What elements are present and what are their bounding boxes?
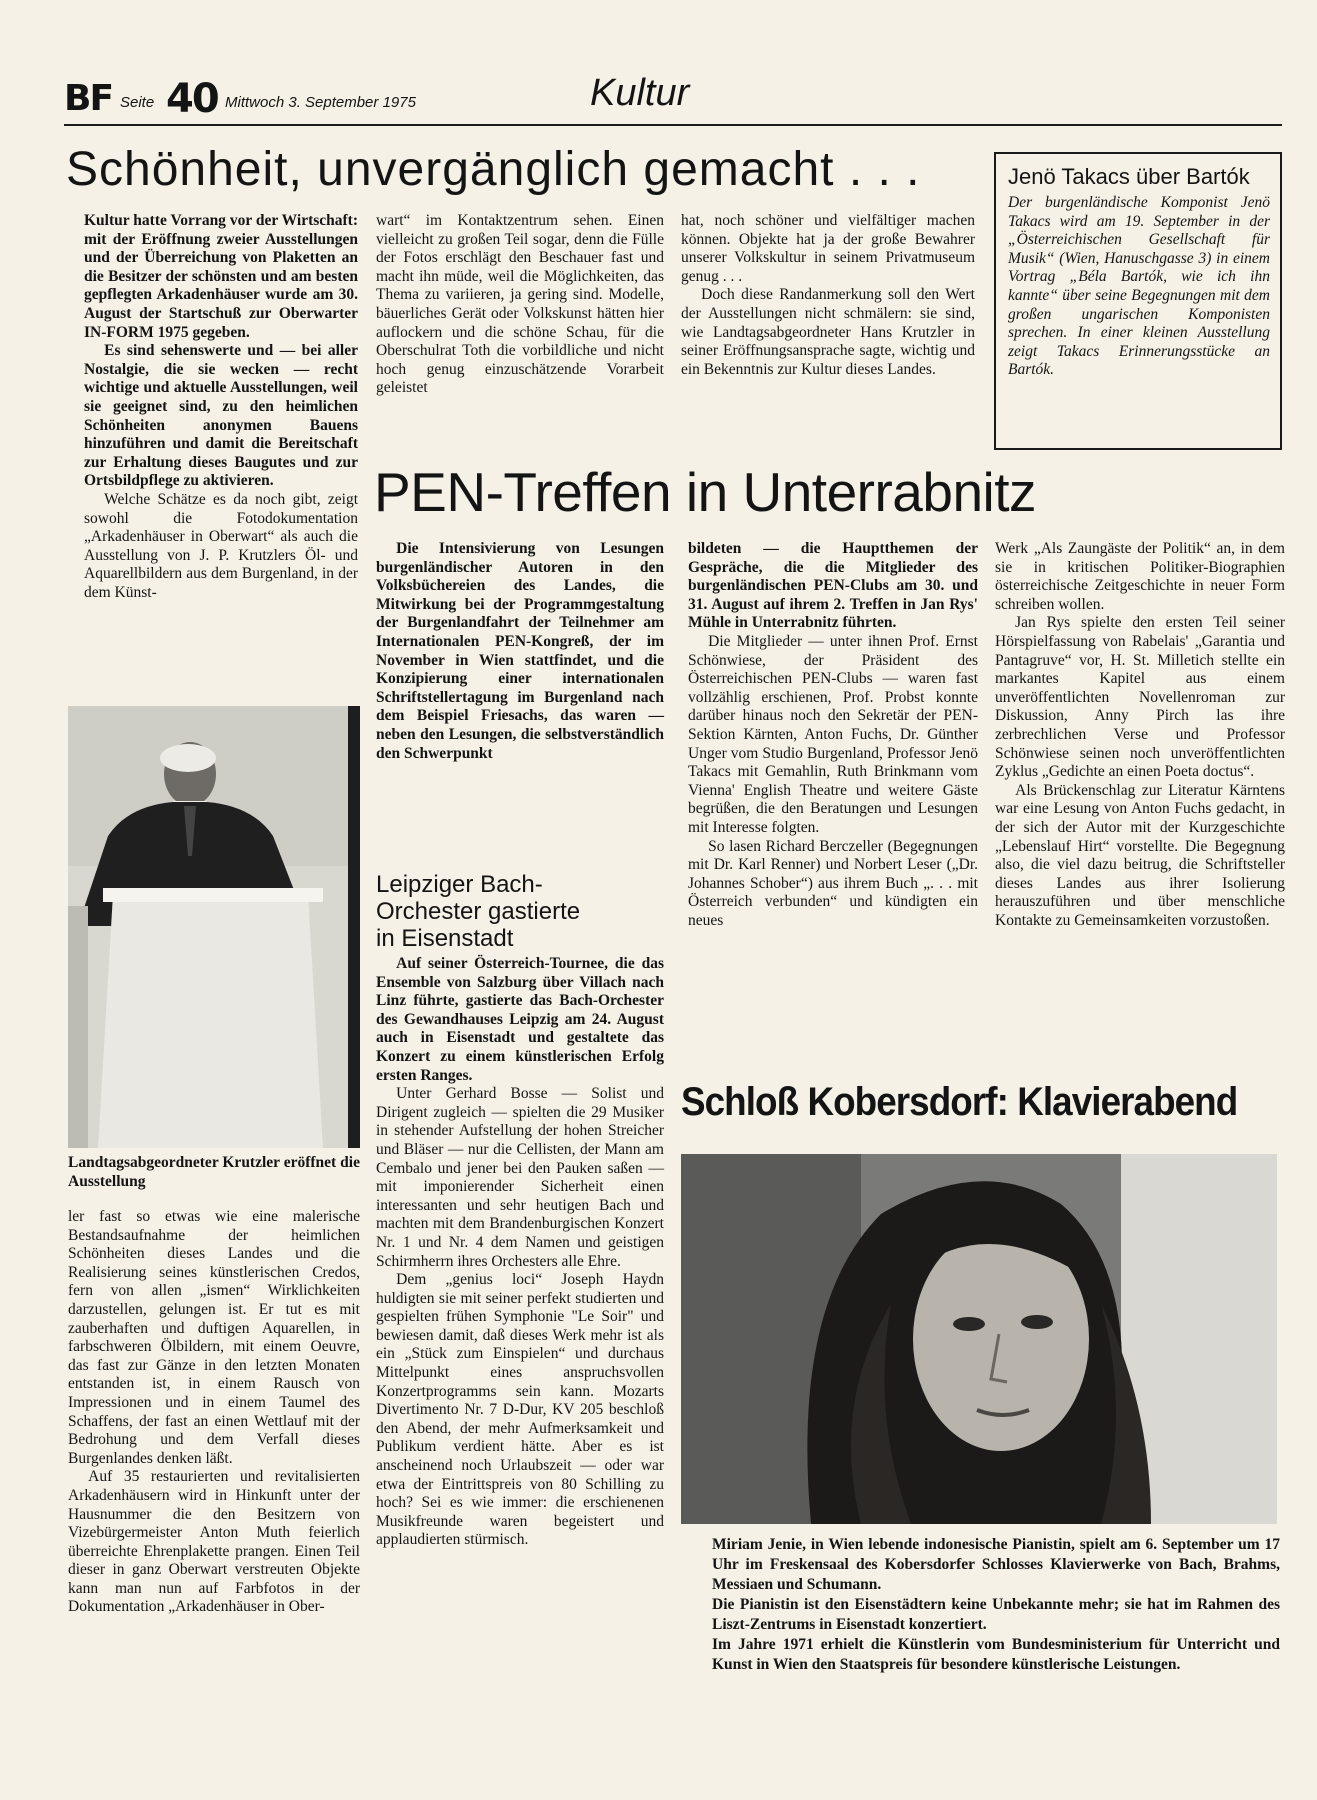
pen-col-c-para2: Jan Rys spielte den ersten Teil seiner Hörspielfassung von Rabelais' „Garantia und Pantagruve“ vor, H. St. Milletich stellte ein markantes Kapitel aus einem unveröffentlichten Novellenroman zur Diskussion, Anny Pirch las ihre zerbrechlichen Verse und Professor Schönwiese seinen noch unveröffentlichten Zyklus „Gedichte an einen Poeta doctus“.: [995, 614, 1285, 781]
takacs-box: [994, 152, 1282, 450]
bach-lead: Auf seiner Österreich-Tournee, die das Ensemble von Salzburg über Villach nach Linz führte, gastierte das Bach-Orchester des Gewandhauses Leipzig am 24. August auch in Eisenstadt und gestaltete das Konzert zu einem künstlerischen Erfolg ersten Ranges.: [376, 955, 664, 1084]
article1-col3-para2: Doch diese Randanmerkung soll den Wert der Ausstellungen nicht schmälern: sie sind, wie Landtagsabgeordneter Hans Krutzler in seiner Eröffnungsansprache sagte, wichtig und ein Bekenntnis zur Kultur dieses Landes.: [681, 286, 975, 378]
kobersdorf-caption-p2: Die Pianistin ist den Eisenstädtern keine Unbekannte mehr; sie hat im Rahmen des Liszt-Zentrums in Eisenstadt konzertiert.: [712, 1596, 1280, 1633]
article1-col3-para1: hat, noch schöner und vielfältiger machen können. Objekte hat ja der große Bewahrer unserer Volkskultur in seinem Privatmuseum genug . . .: [681, 212, 975, 285]
masthead-rule: [64, 124, 1282, 126]
pen-lead-a: Die Intensivierung von Lesungen burgenländischer Autoren in den Volksbüchereien des Landes, die Mitwirkung bei der Programmgestaltung der Burgenlandfahrt der Teilnehmer am Internationalen PEN-Kongreß, der im November in Wien stattfindet, und die Konzipierung einer internationalen Schriftstellertagung im Burgenland nach dem Beispiel Friesachs, das waren — neben den Lesungen, die selbstverständlich den Schwerpunkt: [376, 540, 664, 762]
photo-miriam-jenie-image: [681, 1154, 1277, 1524]
headline-bach-line-2: Orchester gastierte: [376, 898, 581, 925]
article1-lead: Kultur hatte Vorrang vor der Wirtschaft: mit der Eröffnung zweier Ausstellungen und der Überreichung von Plaketten an die Besitzer der schönsten und am besten gepflegten Arkadenhäuser wurde am 30. August der Startschuß zur Oberwarter IN-FORM 1975 gegeben.: [84, 212, 358, 341]
newspaper-logo: BF: [64, 78, 113, 119]
article1-column-3: [681, 212, 975, 379]
photo-krutzler-speech: [68, 706, 360, 1148]
pen-column-a: [376, 540, 664, 763]
headline-bach-line-3: in Eisenstadt: [376, 925, 514, 952]
article1-col2-text: wart“ im Kontaktzentrum sehen. Einen vielleicht zu großen Teil sogar, denn die Fülle der Fotos erschlägt den Beschauer fast und macht ihn müde, weil die Möglichkeiten, das Thema zu variieren, ja gering sind. Modelle, bäuerliches Gerät oder Volkskunst hätten hier auflockern und die schöne Schau, für die Oberschulrat Toth die vorbildliche und nicht hoch genug einzuschätzende Vorarbeit geleistet: [376, 212, 664, 397]
headline-bach-orchester: [376, 871, 626, 952]
pen-para3: So lasen Richard Berczeller (Begegnungen mit Dr. Karl Renner) und Norbert Leser („Dr. Johannes Schober“) aus ihrem Buch „. . . mit Österreich verbunden“ und kündigten ein neues: [688, 837, 978, 929]
headline-pen-treffen: PEN-Treffen in Unterrabnitz: [374, 461, 1037, 523]
issue-date: Mittwoch 3. September 1975: [225, 94, 416, 111]
headline-bach-line-1: Leipziger Bach-: [376, 871, 543, 898]
pen-col-c-para1: Werk „Als Zaungäste der Politik“ an, in dem sie in kritischen Politiker-Biographien österreichische Zeitgeschichte in neuer Form schreiben wollen.: [995, 540, 1285, 613]
pen-column-b: [688, 540, 978, 930]
page-label: Seite: [120, 94, 155, 111]
photo-miriam-jenie: [681, 1154, 1277, 1524]
kobersdorf-caption-p3: Im Jahre 1971 erhielt die Künstlerin vom Bundesministerium für Unterricht und Kunst in Wien den Staatspreis für besondere künstlerische Leistungen.: [712, 1636, 1280, 1673]
article1-column-1-continued: [68, 1208, 360, 1617]
article1-column-2: [376, 212, 664, 398]
article1-cont-para2: Auf 35 restaurierten und revitalisierten Arkadenhäusern wird in Hinkunft unter der Hausnummer die den Besitzern von Vizebürgermeister Anton Muth feierlich überreichte Ehrenplakette prangen. Einen Teil dieser in ganz Oberwart verstreuten Objekte kann man nun auf Farbfotos in der Dokumentation „Arkadenhäuser in Ober-: [68, 1468, 360, 1616]
headline-schloss-kobersdorf: Schloß Kobersdorf: Klavierabend: [681, 1080, 1238, 1124]
kobersdorf-caption-p1: Miriam Jenie, in Wien lebende indonesische Pianistin, spielt am 6. September um 17 Uhr im Freskensaal des Kobersdorfer Schlosses Klavierwerke von Bach, Brahms, Messiaen und Schumann.: [712, 1536, 1280, 1593]
photo-krutzler-caption: Landtagsabgeordneter Krutzler eröffnet die Ausstellung: [68, 1154, 360, 1190]
photo-krutzler-image: [68, 706, 360, 1148]
pen-column-c: [995, 540, 1285, 930]
article1-column-1: [84, 212, 358, 602]
bach-para2: Unter Gerhard Bosse — Solist und Dirigent zugleich — spielten die 29 Musiker in stehender Aufstellung der hohen Streicher und Bläser — nur die Cellisten, der Mann am Cembalo und jener bei den Pauken saßen — mit imponierender Sicherheit einen interessanten und sehr heutigen Bach und machten mit dem Brandenburgischen Konzert Nr. 1 und Nr. 4 dem Namen und geistigen Schirmherrn ihres Orchesters alle Ehre.: [376, 1085, 664, 1270]
article1-para3: Welche Schätze es da noch gibt, zeigt sowohl die Fotodokumentation „Arkadenhäuser in Oberwart“ als auch die Ausstellung von J. P. Krutzlers Öl- und Aquarellbildern aus dem Burgenland, in der dem Künst-: [84, 490, 358, 601]
kobersdorf-caption: [712, 1535, 1280, 1675]
section-title: Kultur: [590, 72, 690, 114]
pen-para2: Die Mitglieder — unter ihnen Prof. Ernst Schönwiese, der Präsident des Österreichischen PEN-Clubs — waren fast vollzählig erschienen, Prof. Probst konnte darüber hinaus noch den Sekretär der PEN-Sektion Kärnten, Anton Fuchs, Dr. Günther Unger vom Studio Burgenland, Professor Jenö Takacs mit Gemahlin, Ruth Brinkmann vom Vienna' English Theatre und weitere Gäste begrüßen, die den Beratungen und Lesungen mit Interesse folgten.: [688, 632, 978, 836]
bach-column: [376, 955, 664, 1550]
article1-para2: Es sind sehenswerte und — bei aller Nostalgie, die sie wecken — recht wichtige und aktuelle Ausstellungen, weil sie geeignet sind, zu den heimlichen Schönheiten anonymen Bauens hinzuführen und damit die Bereitschaft zur Erhaltung dieses Baugutes und zur Ortsbildpflege zu aktivieren.: [84, 342, 358, 490]
bach-para3: Dem „genius loci“ Joseph Haydn huldigten sie mit seiner perfekt studierten und gespielten frühen Symphonie "Le Soir" und bewiesen damit, daß dieses Werk mehr ist als ein „Stück zum Einspielen“ und durchaus Mittelpunkt eines anspruchsvollen Konzertprogramms sein kann. Mozarts Divertimento Nr. 7 D-Dur, KV 205 beschloß den Abend, der mehr Aufmerksamkeit und Publikum verdient hätte. Aber es ist anscheinend noch Urlaubszeit — oder war etwa der Eintrittspreis von 80 Schilling zu hoch? Sei es wie immer: die erschienenen Musikfreunde waren begeistert und applaudierten stürmisch.: [376, 1271, 664, 1549]
article1-cont-para1: ler fast so etwas wie eine malerische Bestandsaufnahme der heimlichen Schönheiten dieses Landes und die Realisierung seines künstlerischen Credos, fern von allen „ismen“ Wirklichkeiten darzustellen, gelungen ist. Er tut es mit zauberhaften und duftigen Aquarellen, in farbschweren Ölbildern, mit einem Oeuvre, das fast zur Gänze in den letzten Monaten entstanden ist, in einem Rausch von Impressionen und in einem Taumel des Schaffens, der fast an einen Wettlauf mit der Bedrohung und dem Verfall dieses Burgenlandes denken läßt.: [68, 1208, 360, 1467]
pen-col-c-para3: Als Brückenschlag zur Literatur Kärntens war eine Lesung von Anton Fuchs gedacht, in der sich der Autor mit der Kurzgeschichte „Lebenslauf Hirt“ vorstellte. Die Begegnung also, die viel dazu beitrug, die Schriftsteller dieses Landes aus ihrer Isolierung herauszuführen und über menschliche Kontakte zu Gemeinsamkeiten vorzustoßen.: [995, 781, 1285, 929]
page-number: 40: [166, 76, 218, 122]
pen-lead-b: bildeten — die Hauptthemen der Gespräche, die die Mitglieder des burgenländischen PEN-Clubs am 30. und 31. August auf ihrem 2. Treffen in Jan Rys' Mühle in Unterrabnitz führten.: [688, 540, 978, 632]
takacs-box-text: Der burgenländische Komponist Jenö Takacs wird am 19. September in der „Österreichischen Gesellschaft für Musik“ (Wien, Hanuschgasse 3) in einem Vortrag „Béla Bartók, wie ich ihn kannte“ über seine Begegnungen mit dem großen ungarischen Komponisten sprechen. In einer kleinen Ausstellung zeigt Takacs Erinnerungsstücke an Bartók.: [1008, 194, 1270, 379]
takacs-box-title: Jenö Takacs über Bartók: [1008, 164, 1250, 189]
headline-schoenheit: Schönheit, unvergänglich gemacht . . .: [66, 143, 921, 196]
